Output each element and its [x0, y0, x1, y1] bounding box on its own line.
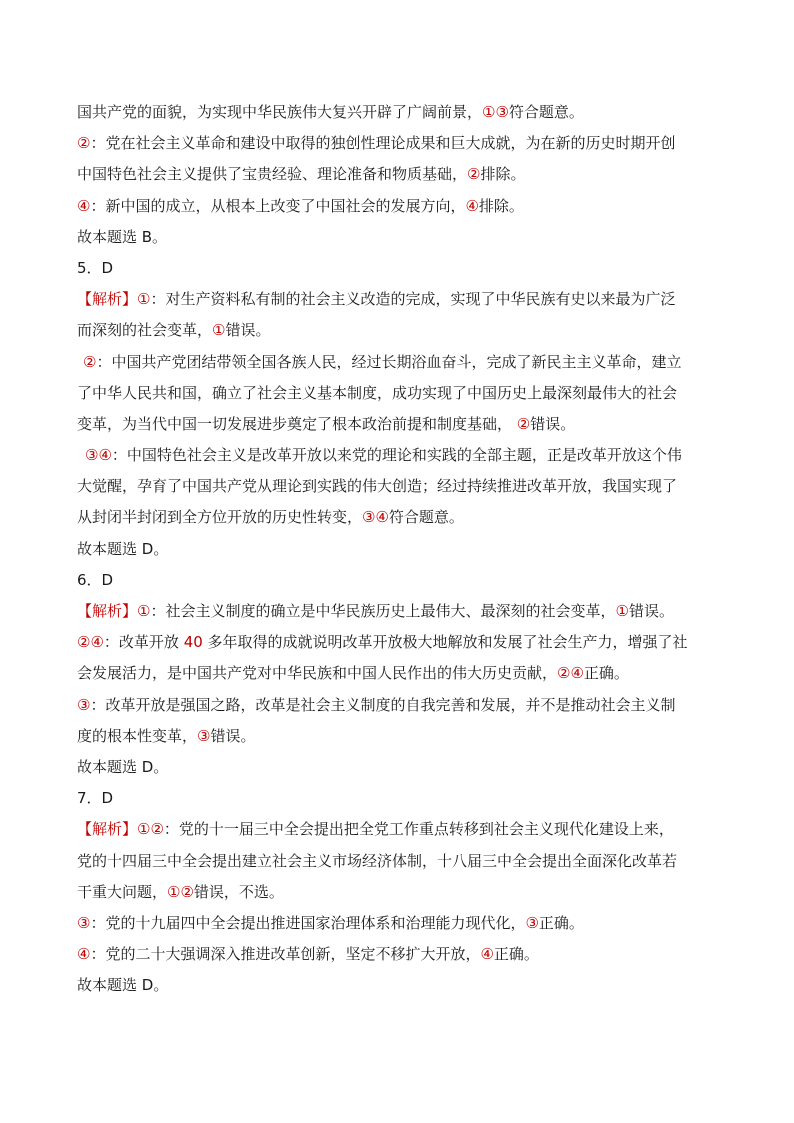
text-run: ：党的十一届三中全会提出把全党工作重点转移到社会主义现代化建设上来， [163, 820, 674, 839]
text-run: ：中国特色社会主义是改革开放以来党的理论和实践的全部主题，正是改革开放这个伟 [111, 446, 682, 465]
text-line [77, 939, 727, 970]
text-line [77, 846, 727, 877]
text-line [77, 284, 727, 315]
highlight-text: ③④ [85, 446, 112, 465]
text-run: 排除。 [478, 196, 524, 215]
highlight-text: ① [137, 290, 151, 309]
highlight-text: 40 [183, 633, 203, 652]
text-run: 大觉醒，孕育了中国共产党从理论到实践的伟大创造；经过持续推进改革开放，我国实现了 [77, 477, 678, 496]
highlight-text: 【解析】 [77, 820, 138, 839]
text-line [77, 378, 727, 409]
highlight-text: 【解析】 [77, 602, 138, 620]
text-run: 中国特色社会主义提供了宝贵经验、理论准备和物质基础， [77, 165, 468, 184]
text-run: 7．D [77, 789, 114, 808]
highlight-text: ② [467, 165, 481, 184]
highlight-text: ①② [167, 882, 194, 901]
text-line [77, 347, 727, 378]
question-answer-line [77, 565, 727, 596]
text-run: 错误，不选。 [193, 882, 284, 901]
text-line [77, 814, 727, 845]
text-run: 党的十四届三中全会提出建立社会主义市场经济体制，十八届三中全会提出全面深化改革若 [77, 851, 678, 870]
text-run: 故本题选 B。 [77, 227, 168, 246]
highlight-text: ④ [77, 196, 91, 215]
text-run: ：新中国的成立，从根本上改变了中国社会的发展方向， [90, 196, 466, 215]
text-line [77, 596, 727, 627]
highlight-text: ① [212, 321, 226, 340]
text-run: 错误。 [210, 726, 256, 745]
text-run: ：党的十九届四中全会提出推进国家治理体系和治理能力现代化， [90, 913, 526, 932]
highlight-text: ②④ [557, 664, 584, 683]
text-run: 符合题意。 [388, 508, 464, 527]
text-run: 错误。 [628, 602, 674, 620]
text-run: 变革，为当代中国一切发展进步奠定了根本政治前提和制度基础， [77, 414, 517, 433]
text-line [77, 690, 727, 721]
highlight-text: ④ [77, 945, 91, 964]
highlight-text: ②④ [77, 633, 104, 652]
highlight-text: ③④ [362, 508, 389, 527]
text-line [77, 534, 727, 565]
text-run: 6．D [77, 570, 114, 589]
highlight-text: ①③ [482, 103, 509, 121]
text-run: ：改革开放是强国之路，改革是社会主义制度的自我完善和发展，并不是推动社会主义制 [90, 695, 676, 714]
text-line [77, 658, 727, 689]
highlight-text: ② [516, 414, 531, 433]
highlight-text: ② [77, 134, 91, 153]
text-run: 错误。 [530, 414, 576, 433]
text-run: ：党的二十大强调深入推进改革创新，坚定不移扩大开放， [90, 945, 481, 964]
text-run: ：中国共产党团结带领全国各族人民，经过长期浴血奋斗，完成了新民主主义革命，建立 [96, 352, 682, 371]
text-line [77, 908, 727, 939]
text-run: 从封闭半封闭到全方位开放的历史性转变， [77, 508, 363, 527]
text-line [77, 970, 727, 1001]
text-run: 正确。 [493, 945, 539, 964]
text-line [77, 159, 727, 190]
text-line [77, 315, 727, 346]
highlight-text: ④ [480, 945, 494, 964]
text-run: 正确。 [583, 664, 629, 683]
text-run: 5．D [77, 258, 114, 277]
text-line [77, 191, 727, 222]
highlight-text: ① [137, 602, 151, 620]
question-answer-line [77, 253, 727, 284]
text-run: ：党在社会主义革命和建设中取得的独创性理论成果和巨大成就，为在新的历史时期开创 [90, 134, 676, 153]
text-run: 会发展活力，是中国共产党对中华民族和中国人民作出的伟大历史贡献， [77, 664, 558, 683]
highlight-text: ① [615, 602, 629, 620]
text-line [77, 409, 727, 440]
text-line [77, 440, 727, 471]
text-run: 排除。 [480, 165, 526, 184]
text-run: ：改革开放 [103, 633, 184, 652]
text-line [77, 627, 727, 658]
highlight-text: ④ [465, 196, 479, 215]
highlight-text: ①② [137, 820, 164, 839]
question-answer-line [77, 783, 727, 814]
highlight-text: ③ [77, 913, 91, 932]
text-line [77, 752, 727, 783]
text-run: 干重大问题， [77, 882, 168, 901]
text-run: ：社会主义制度的确立是中华民族历史上最伟大、最深刻的社会变革， [150, 602, 616, 620]
text-run: 而深刻的社会变革， [77, 321, 213, 340]
highlight-text: 【解析】 [77, 290, 138, 309]
text-run: 故本题选 D。 [77, 539, 169, 558]
answer-explanation-text [77, 97, 727, 1001]
text-run: ：对生产资料私有制的社会主义改造的完成，实现了中华民族有史以来最为广泛 [150, 290, 676, 309]
text-line [77, 471, 727, 502]
text-run: 正确。 [538, 913, 584, 932]
text-run: 国共产党的面貌，为实现中华民族伟大复兴开辟了广阔前景， [77, 103, 483, 121]
text-line [77, 721, 727, 752]
text-run: 符合题意。 [508, 103, 584, 121]
text-run: 度的根本性变革， [77, 726, 198, 745]
text-run: 故本题选 D。 [77, 757, 169, 776]
text-run: 多年取得的成就说明改革开放极大地解放和发展了社会生产力，增强了社 [202, 633, 688, 652]
highlight-text: ③ [77, 695, 91, 714]
text-run: 故本题选 D。 [77, 976, 169, 995]
text-line [77, 502, 727, 533]
highlight-text: ② [83, 352, 97, 371]
highlight-text: ③ [525, 913, 539, 932]
text-line [77, 877, 727, 908]
text-line [77, 97, 727, 128]
text-run: 错误。 [225, 321, 271, 340]
text-line [77, 222, 727, 253]
highlight-text: ③ [197, 726, 211, 745]
text-run: 了中华人民共和国，确立了社会主义基本制度，成功实现了中国历史上最深刻最伟大的社会 [77, 383, 678, 402]
text-line [77, 128, 727, 159]
